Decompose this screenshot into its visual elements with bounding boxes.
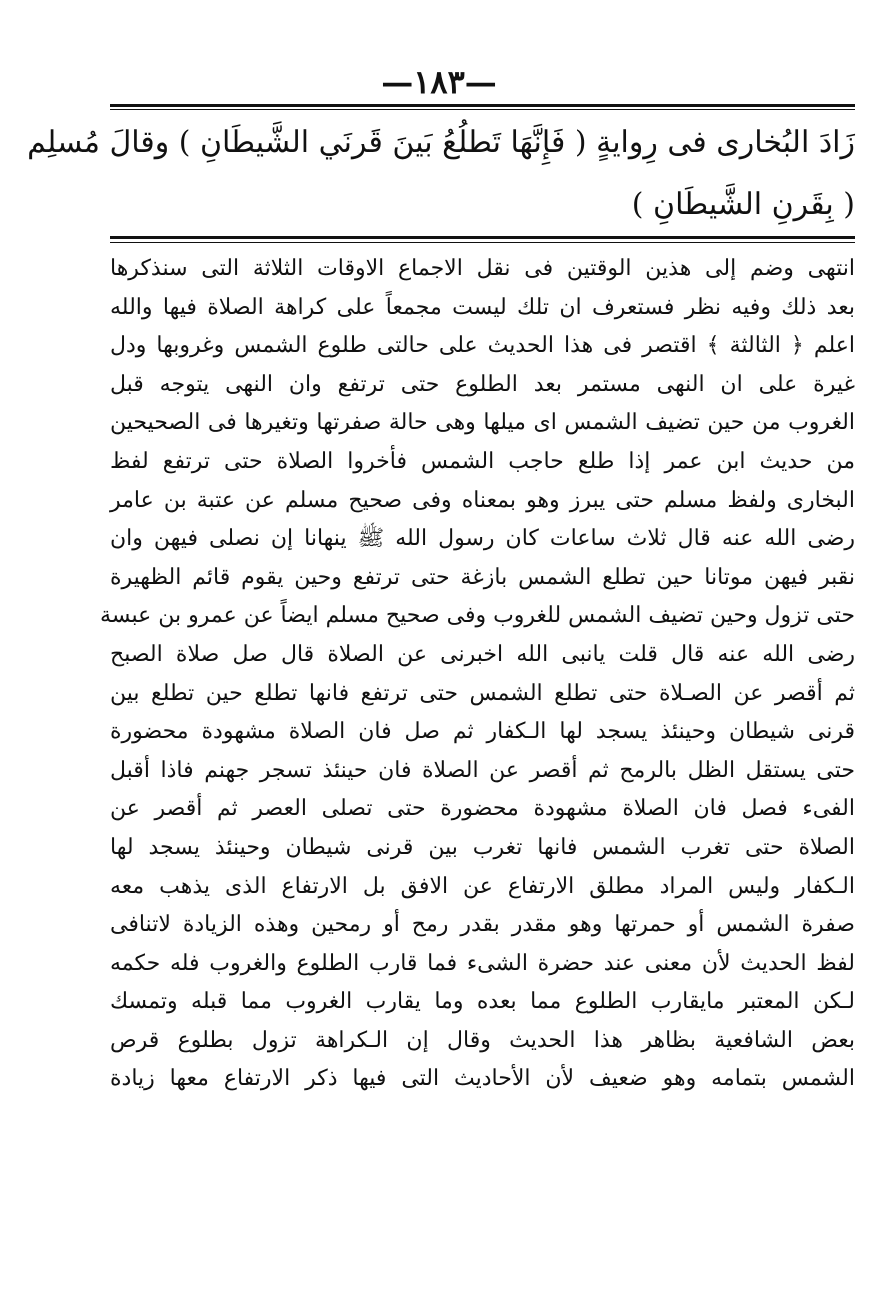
text-line: بعض الشافعية بظاهر هذا الحديث وقال إن الـكراهة تزول بطلوع قرص <box>110 1027 855 1053</box>
text-line: نقبر فيهن موتانا حين تطلع الشمس بازغة حتى ترتفع وحين يقوم قائم الظهيرة <box>110 564 855 590</box>
text-line: اعلم ﴿ الثالثة ﴾ اقتصر فى هذا الحديث على حالتى طلوع الشمس وغروبها ودل <box>110 333 855 359</box>
text-line: الـكفار وليس المراد مطلق الارتفاع عن الافق بل الارتفاع الذى يذهب معه <box>110 873 855 899</box>
text-line: حتى يستقل الظل بالرمح ثم أقصر عن الصلاة فان حينئذ تسجر جهنم فاذا أقبل <box>110 757 855 783</box>
text-line: البخارى ولفظ مسلم حتى يبرز وهو بمعناه وفى صحيح مسلم عن عتبة بن عامر <box>110 487 856 513</box>
page-number: —١٨٣— <box>381 63 497 101</box>
hadith-header-line: زَادَ البُخارى فى رِوايةٍ ( فَإِنَّهَا تَطلُعُ بَينَ قَرنَي الشَّيطَانِ ) وقالَ مُسلِم <box>27 125 855 160</box>
text-line: غيرة على ان النهى مستمر بعد الطلوع حتى ترتفع وان النهى يتوجه قبل <box>110 371 855 397</box>
text-line: لـكن المعتبر مايقارب الطلوع مما بعده وما يقارب الغروب مما قبله وتمسك <box>110 989 855 1015</box>
text-line: لفظ الحديث لأن معنى عند حضرة الشىء فما قارب الطلوع والغروب فله حكمه <box>110 950 855 976</box>
text-line: صفرة الشمس أو حمرتها وهو مقدر بقدر رمح أو رمحين وهذه الزيادة لاتنافى <box>110 912 855 938</box>
header-rule-thick <box>110 104 855 107</box>
text-line: من حديث ابن عمر إذا طلع حاجب الشمس فأخروا الصلاة حتى ترتفع لفظ <box>110 448 855 474</box>
text-line: رضى الله عنه قال قلت يانبى الله اخبرنى عن الصلاة قال صل صلاة الصبح <box>110 641 855 667</box>
hadith-header <box>27 112 855 236</box>
text-line: الغروب من حين تضيف الشمس اى ميلها وهى حالة صفرتها وتغيرها فى الصحيحين <box>110 410 855 436</box>
section-rule-thin <box>110 242 855 243</box>
text-line: قرنى شيطان وحينئذ يسجد لها الـكفار ثم صل فان الصلاة مشهودة محضورة <box>110 719 855 745</box>
text-line: انتهى وضم إلى هذين الوقتين فى نقل الاجماع الاوقات الثلاثة التى سنذكرها <box>110 256 855 281</box>
header-rule-thin <box>110 109 855 110</box>
hadith-header-line: ( بِقَرنِ الشَّيطَانِ ) <box>631 187 855 222</box>
text-line: الشمس بتمامه وهو ضعيف لأن الأحاديث التى فيها ذكر الارتفاع معها زيادة <box>110 1066 855 1092</box>
text-line: بعد ذلك وفيه نظر فستعرف ان تلك ليست مجمعاً على كراهة الصلاة فيها والله <box>110 294 855 320</box>
text-line: ثم أقصر عن الصـلاة حتى تطلع الشمس حتى ترتفع فانها تطلع حين تطلع بين <box>110 680 855 706</box>
text-line: حتى تزول وحين تضيف الشمس للغروب وفى صحيح مسلم ايضاً عن عمرو بن عبسة <box>100 603 855 629</box>
commentary-text <box>100 250 856 1099</box>
text-line: الفىء فصل فان الصلاة مشهودة محضورة حتى تصلى العصر ثم أقصر عن <box>110 796 855 822</box>
section-rule-thick <box>110 236 855 239</box>
text-line: الصلاة حتى تغرب الشمس فانها تغرب بين قرنى شيطان وحينئذ يسجد لها <box>110 834 855 860</box>
text-line: رضى الله عنه قال ثلاث ساعات كان رسول الله ﷺ ينهانا إن نصلى فيهن وان <box>110 526 855 552</box>
